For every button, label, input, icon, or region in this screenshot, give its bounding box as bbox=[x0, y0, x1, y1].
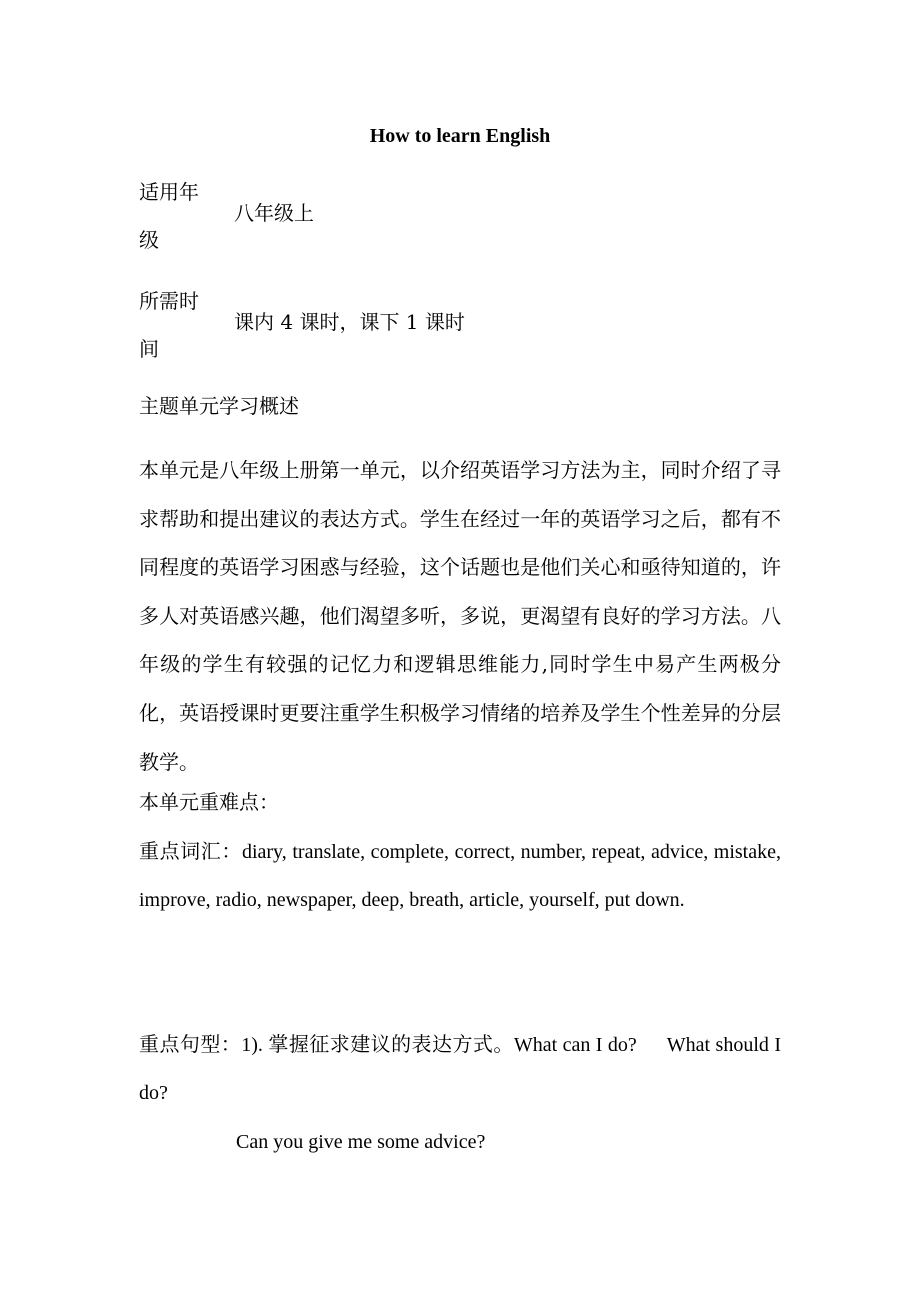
key-sentences-prefix: 重点句型：1). 掌握征求建议的表达方式。What can I do? bbox=[139, 1034, 637, 1056]
key-vocabulary: 重点词汇：diary, translate, complete, correct, number, repeat, advice, mistake, improve, radio, newspaper, deep, breath, article, yourself, put down. bbox=[139, 841, 781, 911]
grade-value: 八年级上 bbox=[234, 201, 314, 225]
time-value: 课内 4 课时，课下 1 课时 bbox=[234, 310, 465, 334]
overview-paragraph: 本单元是八年级上册第一单元，以介绍英语学习方法为主，同时介绍了寻求帮助和提出建议的表达方式。学生在经过一年的英语学习之后，都有不同程度的英语学习困惑与经验，这个话题也是他们关心和亟待知道的，许多人对英语感兴趣，他们渴望多听，多说，更渴望有良好的学习方法。八年级的学生有较强的记忆力和逻辑思维能力,同时学生中易产生两极分化，英语授课时更要注重学生积极学习情绪的培养及学生个性差异的分层教学。 bbox=[139, 458, 781, 774]
key-sentences-extra: Can you give me some advice? bbox=[236, 1131, 486, 1153]
document-title: How to learn English bbox=[369, 125, 551, 147]
time-label: 所需时间 bbox=[139, 289, 199, 361]
key-sentences-part2: What should I do? bbox=[139, 1034, 781, 1104]
key-sentences bbox=[139, 1021, 781, 1117]
difficulty-heading: 本单元重难点： bbox=[139, 790, 279, 814]
overview-heading: 主题单元学习概述 bbox=[139, 394, 299, 418]
grade-label: 适用年级 bbox=[139, 180, 199, 252]
